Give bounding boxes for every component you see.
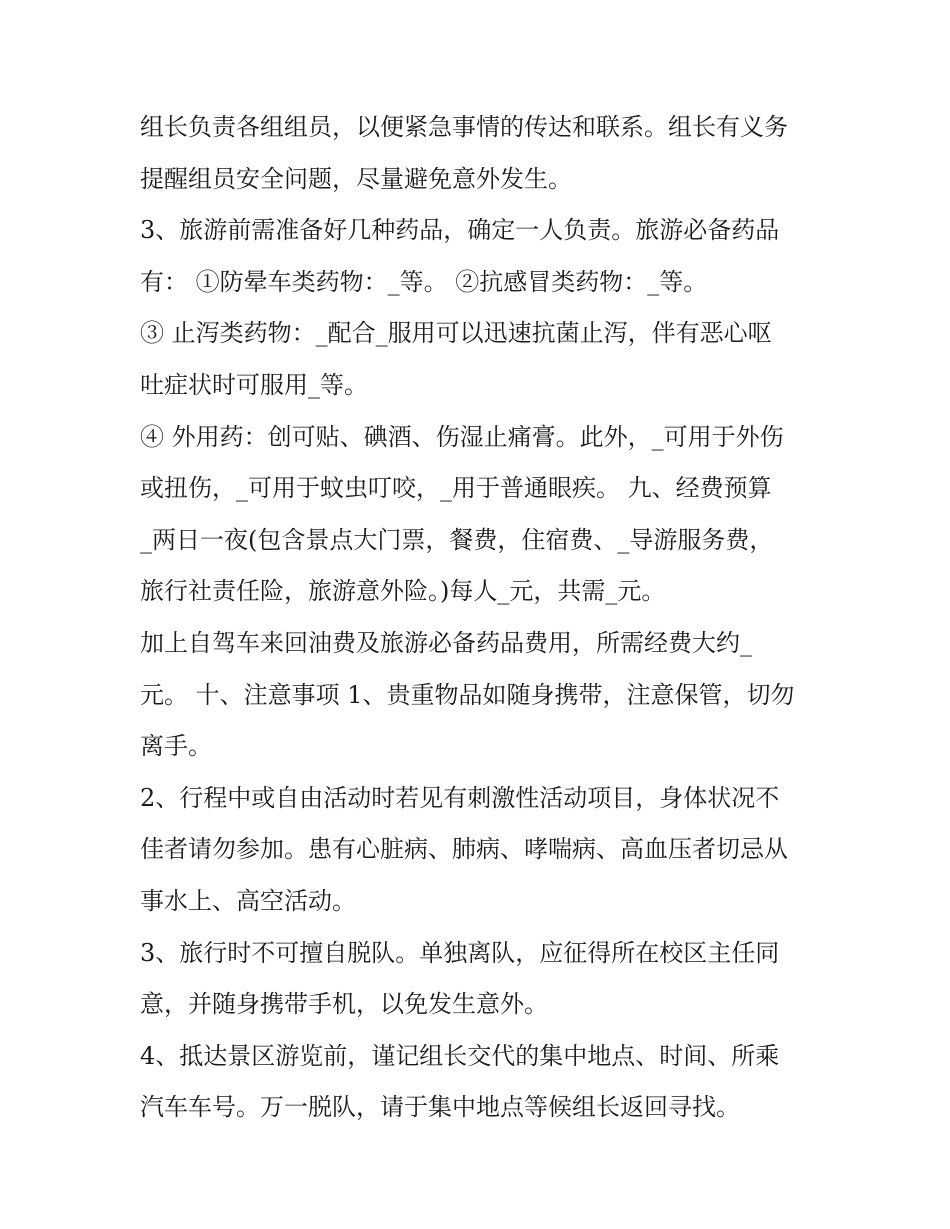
text-line: 或扭伤，_可用于蚊虫叮咬，_用于普通眼疾。 九、经费预算 [140, 474, 772, 503]
text-line: ④ 外用药：创可贴、碘酒、伤湿止痛膏。此外，_可用于外伤 [140, 422, 784, 451]
text-line: 吐症状时可服用_等。 [140, 370, 368, 399]
text-line: 4、抵达景区游览前，谨记组长交代的集中地点、时间、所乘 [140, 1041, 780, 1070]
text-line: 佳者请勿参加。患有心脏病、肺病、哮喘病、高血压者切忌从 [140, 835, 788, 864]
text-line: 离手。 [140, 732, 212, 761]
text-line: 元。 十、注意事项 1、贵重物品如随身携带，注意保管，切勿 [140, 680, 795, 709]
text-line: 3、旅游前需准备好几种药品，确定一人负责。旅游必备药品 [140, 216, 780, 245]
text-line: _两日一夜(包含景点大门票，餐费，住宿费、_导游服务费， [140, 525, 774, 554]
text-line: 3、旅行时不可擅自脱队。单独离队，应征得所在校区主任同 [140, 938, 780, 967]
text-line: 意，并随身携带手机，以免发生意外。 [140, 990, 548, 1019]
document-body [140, 102, 820, 1134]
text-line: 组长负责各组组员，以便紧急事情的传达和联系。组长有义务 [140, 113, 788, 141]
text-line: 提醒组员安全问题，尽量避免意外发生。 [140, 164, 572, 193]
text-line: 加上自驾车来回油费及旅游必备药品费用，所需经费大约_ [140, 628, 752, 657]
text-line: 事水上、高空活动。 [140, 886, 356, 915]
text-line: ③ 止泻类药物：_配合_服用可以迅速抗菌止泻，伴有恶心呕 [140, 319, 772, 348]
text-line: 汽车车号。万一脱队，请于集中地点等候组长返回寻找。 [140, 1093, 740, 1122]
text-line: 有： ①防晕车类药物：_等。 ②抗感冒类药物：_等。 [140, 267, 708, 296]
text-line: 2、行程中或自由活动时若见有刺激性活动项目，身体状况不 [140, 783, 780, 812]
text-line: 旅行社责任险，旅游意外险。)每人_元，共需_元。 [140, 577, 666, 606]
